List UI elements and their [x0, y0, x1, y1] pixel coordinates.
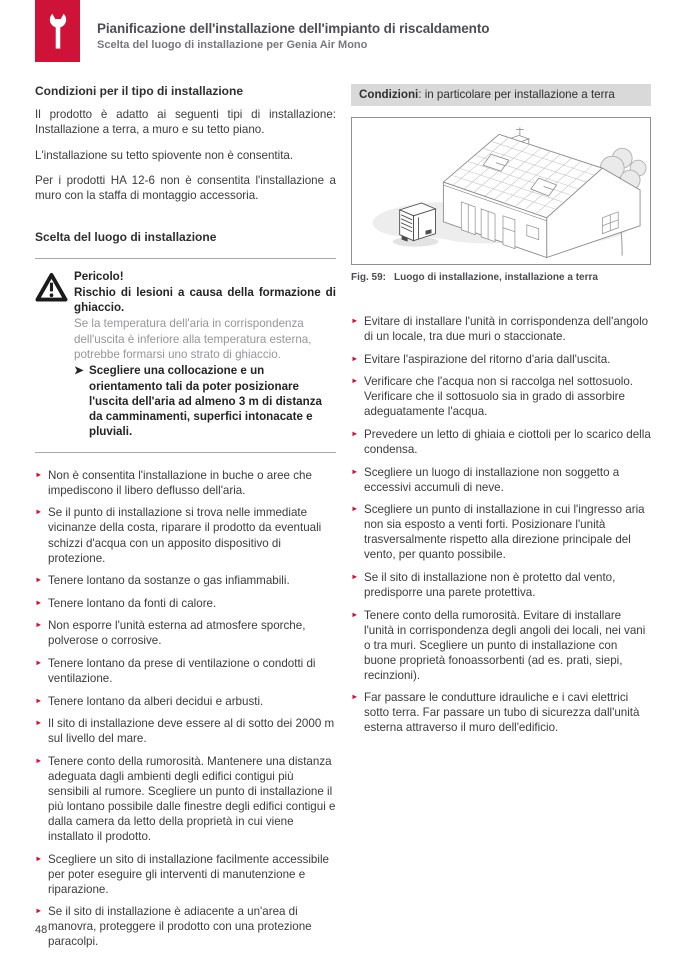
arrow-bullet-icon: ► [35, 620, 43, 630]
arrow-bullet-icon: ► [351, 466, 359, 476]
list-item [35, 656, 336, 686]
warning-content [74, 269, 336, 439]
list-item [35, 618, 336, 648]
list-item-text: Evitare di installare l'unità in corrispondenza dell'angolo di un locale, tra due muri o staccionate. [364, 315, 649, 344]
arrow-bullet-icon: ► [351, 353, 359, 363]
arrow-bullet-icon: ► [35, 853, 43, 863]
header-text [97, 0, 489, 51]
page-title: Pianificazione dell'installazione dell'impianto di riscaldamento [97, 21, 490, 36]
list-item [351, 352, 651, 367]
warning-action [74, 363, 336, 439]
right-column [351, 84, 651, 743]
warning-title: Pericolo! [74, 270, 124, 284]
list-item [35, 694, 336, 709]
list-item [35, 505, 336, 565]
arrow-bullet-icon: ► [35, 906, 43, 916]
list-item [35, 852, 336, 897]
left-column [35, 84, 336, 957]
conditions-bar-bold: Condizioni [359, 88, 419, 101]
list-item-text: Scegliere un sito di installazione facilmente accessibile per poter eseguire gli interventi di manutenzione e riparazione. [48, 852, 329, 896]
section-heading-installation-type: Condizioni per il tipo di installazione [35, 84, 244, 98]
left-bullet-list [35, 468, 336, 950]
figure-caption-text: Luogo di installazione, installazione a terra [394, 272, 598, 283]
arrow-bullet-icon: ► [351, 504, 359, 514]
paragraph: Il prodotto è adatto ai seguenti tipi di installazione: Installazione a terra, a muro e su tetto piano. [35, 108, 336, 137]
list-item [351, 465, 651, 495]
arrow-bullet-icon: ► [351, 316, 359, 325]
figure-caption [351, 272, 651, 283]
section-heading-location-choice: Scelta del luogo di installazione [35, 230, 217, 245]
wrench-icon [35, 0, 80, 62]
arrow-bullet-icon: ► [351, 376, 359, 386]
list-item-text: Non è consentita l'installazione in buche o aree che impediscono il libero deflusso dell'aria. [48, 468, 312, 497]
list-item [35, 468, 336, 498]
paragraph: Per i prodotti HA 12-6 non è consentita l'installazione a muro con la staffa di montaggio accessoria. [35, 173, 336, 203]
list-item [35, 904, 336, 949]
list-item-text: Non esporre l'unità esterna ad atmosfere sporche, polverose o corrosive. [48, 619, 306, 648]
list-item-text: Prevedere un letto di ghiaia e ciottoli per lo scarico della condensa. [364, 427, 651, 456]
conditions-bar-text: : in particolare per installazione a terra [418, 88, 615, 101]
figure-label: Fig. 59: [351, 272, 387, 283]
arrow-bullet-icon: ► [35, 755, 43, 765]
figure-illustration-house [352, 118, 650, 264]
list-item-text: Se il sito di installazione è adiacente a un'area di manovra, proteggere il prodotto con una protezione paracolpi. [48, 905, 312, 949]
arrow-bullet-icon: ► [35, 718, 43, 728]
list-item [351, 608, 651, 683]
arrow-bullet-icon: ► [35, 657, 43, 667]
list-item-text: Se il sito di installazione non è protetto dal vento, predisporre una parete protettiva. [364, 570, 616, 599]
list-item [35, 596, 336, 611]
arrow-bullet-icon: ► [35, 469, 43, 479]
arrow-bullet-icon: ► [35, 507, 43, 517]
arrow-bullet-icon: ► [35, 597, 43, 607]
paragraph: L'installazione su tetto spiovente non è consentita. [35, 148, 294, 162]
list-item [351, 690, 651, 735]
list-item [351, 374, 651, 419]
warning-action-text: Scegliere una collocazione e un orientamento tali da poter posizionare l'uscita dell'aria ad almeno 3 m di distanza da camminamenti, superfici intonacate e pluviali. [89, 364, 322, 439]
page-number: 48 [35, 924, 48, 936]
arrow-bullet-icon: ► [35, 695, 43, 705]
warning-risk-text: Rischio di lesioni a causa della formazione di ghiaccio. [74, 285, 336, 315]
arrow-bullet-icon: ► [351, 609, 359, 619]
action-arrow-icon: ➤ [74, 364, 84, 378]
list-item-text: Se il punto di installazione si trova nelle immediate vicinanze della costa, riparare il prodotto da eventuali schizzi d'acqua con un apposito dispositivo di protezione. [48, 506, 322, 565]
list-item-text: Tenere conto della rumorosità. Evitare di installare l'unità in corrispondenza degli angoli dei locali, nei vani o tra muri. Scegliere un punto di installazione con buone proprietà fonoassorbenti (ad es. prati, siepi, recinzioni). [364, 608, 646, 682]
right-bullet-list [351, 314, 651, 736]
list-item [35, 754, 336, 844]
arrow-bullet-icon: ► [351, 571, 359, 581]
list-item-text: Tenere conto della rumorosità. Mantenere una distanza adeguata dagli ambienti degli edifici contigui più sensibili al rumore. Scegliere un punto di installazione il più lontano possibile dalle finestre degli edifici contigui e dalla camera da letto della proprietà in cui viene installato il prodotto. [48, 754, 336, 843]
danger-warning-box [35, 258, 336, 452]
list-item-text: Tenere lontano da fonti di calore. [48, 596, 217, 610]
list-item-text: Scegliere un punto di installazione in cui l'ingresso aria non sia esposto a venti forti. Posizionare l'unità trasversalmente rispetto alla direzione principale del vento, per quanto possibile. [364, 503, 645, 562]
list-item-text: Evitare l'aspirazione del ritorno d'aria dall'uscita. [364, 352, 611, 366]
arrow-bullet-icon: ► [351, 692, 359, 702]
list-item [351, 570, 651, 600]
arrow-bullet-icon: ► [351, 428, 359, 438]
list-item-text: Il sito di installazione deve essere al di sotto dei 2000 m sul livello del mare. [48, 717, 335, 746]
conditions-bar [351, 84, 651, 106]
list-item [35, 573, 336, 588]
list-item [351, 427, 651, 457]
list-item-text: Tenere lontano da sostanze o gas infiammabili. [48, 574, 290, 588]
page-header [35, 0, 489, 62]
list-item [351, 314, 651, 344]
arrow-bullet-icon: ► [35, 575, 43, 585]
page-subtitle: Scelta del luogo di installazione per Genia Air Mono [97, 39, 368, 51]
warning-body-text: Se la temperatura dell'aria in corrispondenza dell'uscita è inferiore alla temperatura esterna, potrebbe formarsi uno strato di ghiaccio. [74, 317, 312, 361]
list-item-text: Tenere lontano da alberi decidui e arbusti. [48, 694, 264, 708]
warning-triangle-icon [35, 269, 74, 439]
figure-box [351, 117, 651, 265]
list-item [35, 716, 336, 746]
list-item [351, 502, 651, 562]
list-item-text: Verificare che l'acqua non si raccolga nel sottosuolo. Verificare che il sottosuolo sia in grado di assorbire adeguatamente l'acqua. [364, 375, 634, 419]
list-item-text: Scegliere un luogo di installazione non soggetto a eccessivi accumuli di neve. [364, 465, 620, 494]
list-item-text: Far passare le condutture idrauliche e i cavi elettrici sotto terra. Far passare un tubo di sicurezza dall'unità esterna attraverso il muro dell'edificio. [364, 691, 640, 735]
list-item-text: Tenere lontano da prese di ventilazione o condotti di ventilazione. [48, 656, 316, 685]
